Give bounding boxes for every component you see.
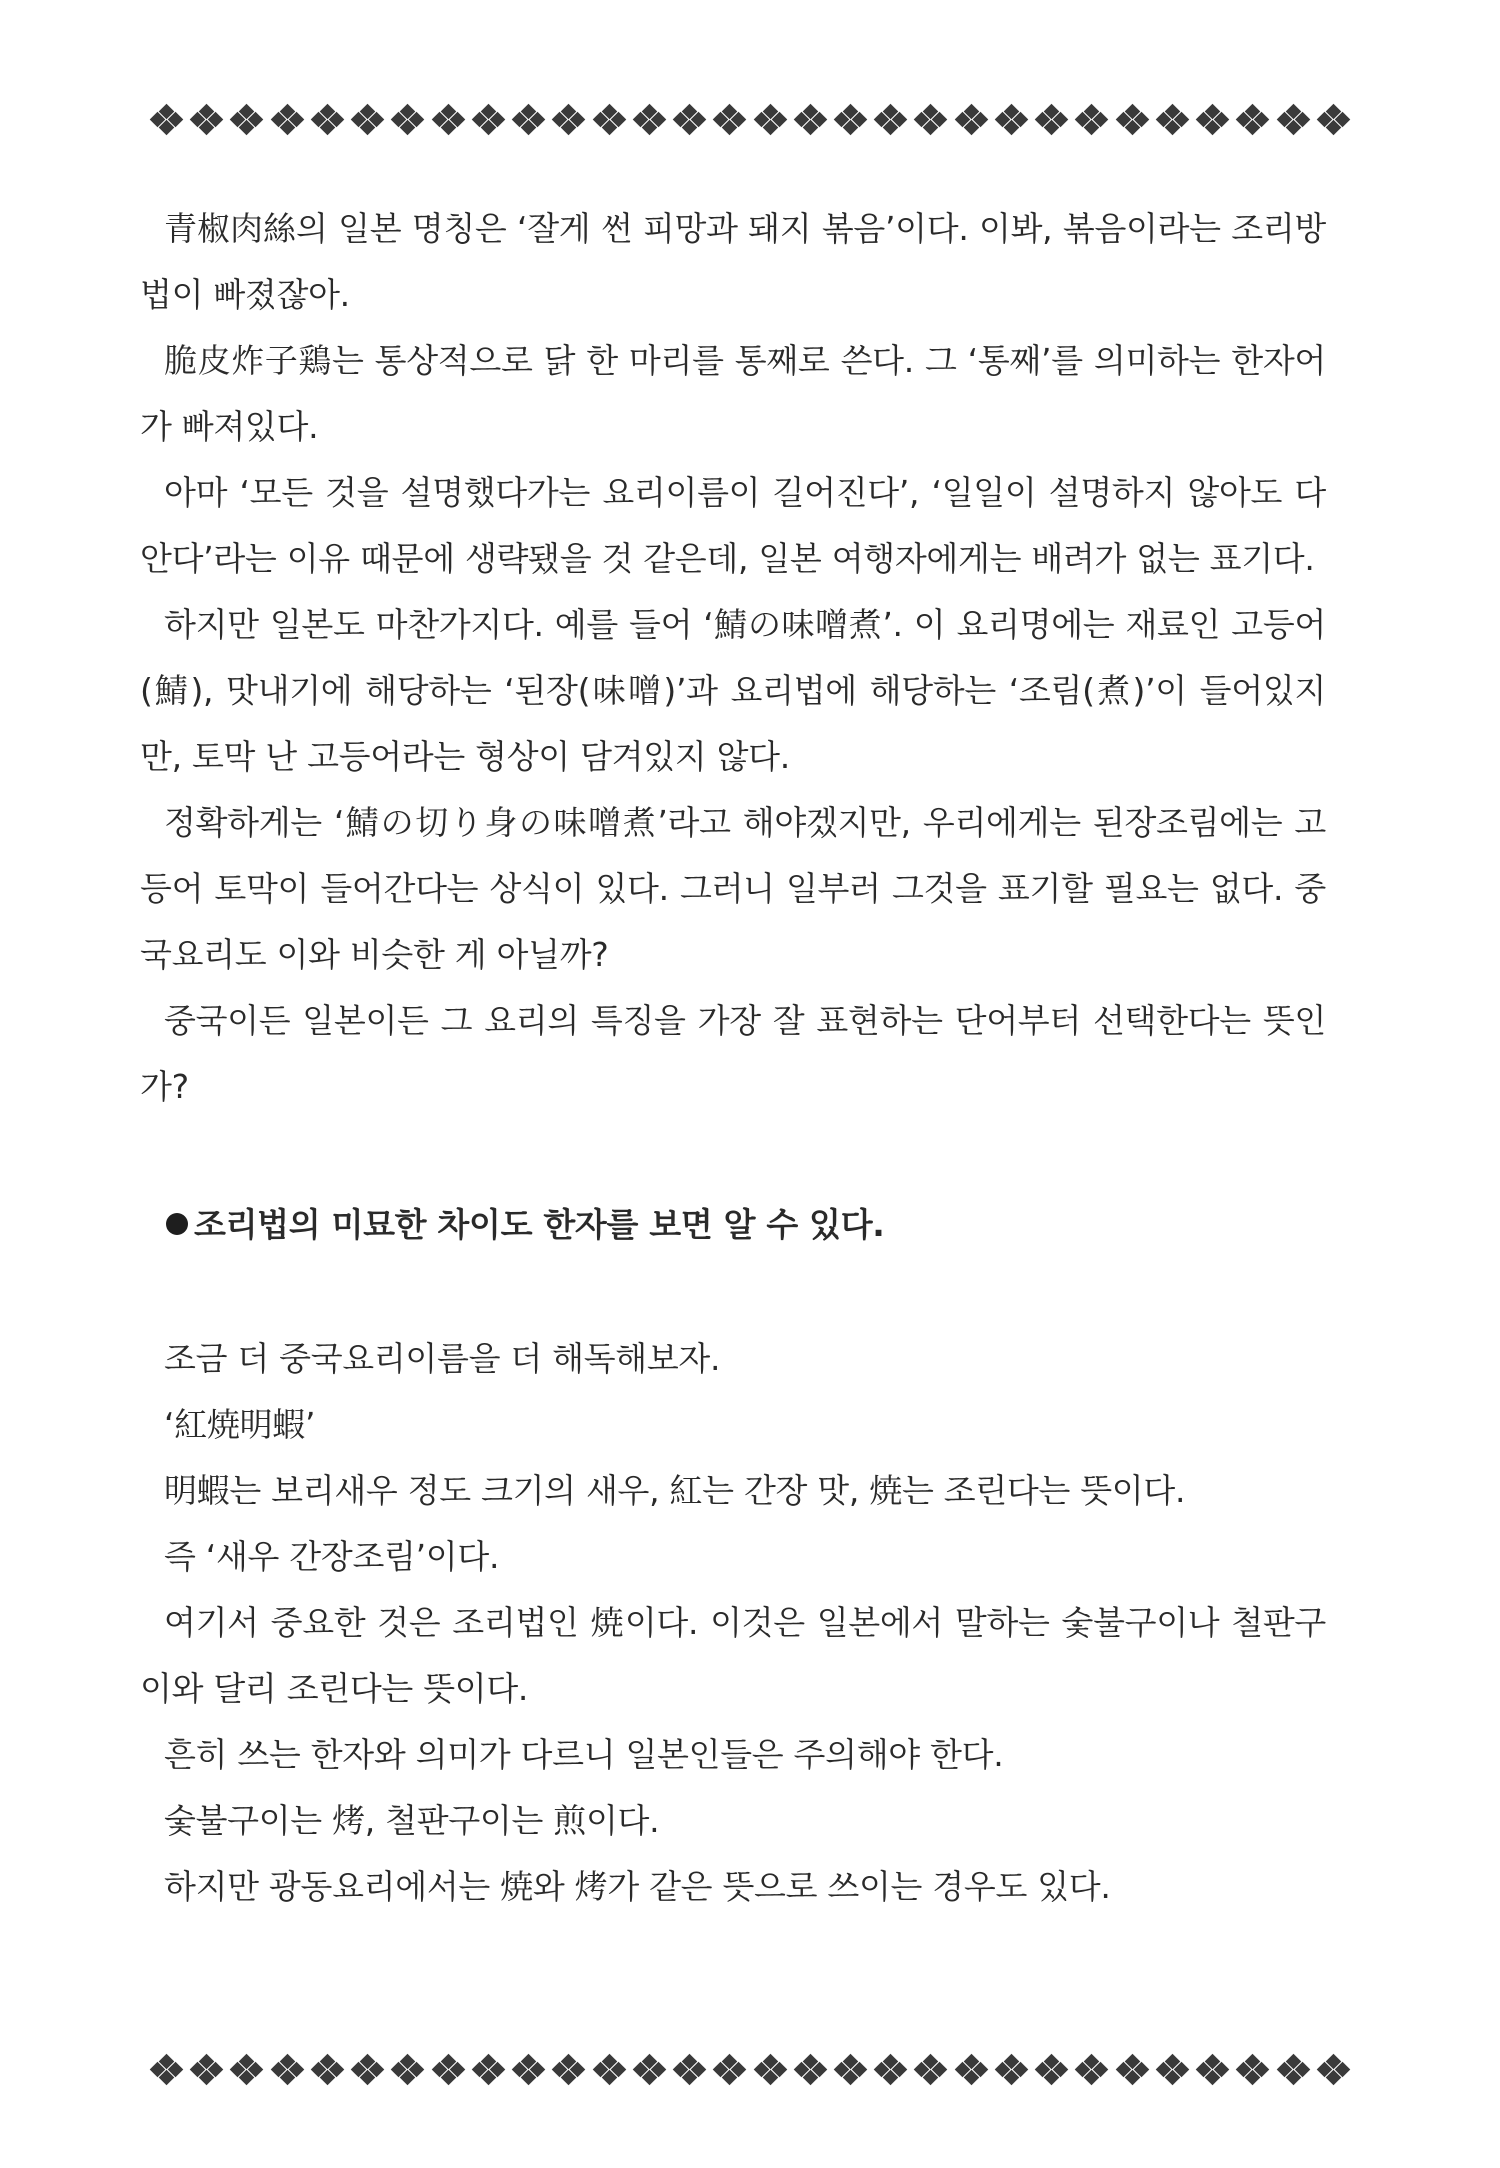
diamond-ornament-icon [1156, 2055, 1189, 2085]
diamond-ornament-icon [1277, 105, 1310, 135]
diamond-ornament-icon [1277, 2055, 1310, 2085]
diamond-ornament-icon [472, 105, 505, 135]
diamond-ornament-icon [552, 105, 585, 135]
paragraph: 하지만 광동요리에서는 焼와 烤가 같은 뜻으로 쓰이는 경우도 있다. [164, 1867, 1111, 1906]
diamond-ornament-icon [1075, 105, 1108, 135]
diamond-ornament-icon [874, 2055, 907, 2085]
diamond-ornament-icon [311, 105, 344, 135]
diamond-ornament-icon [794, 105, 827, 135]
diamond-ornament-icon [834, 2055, 867, 2085]
diamond-ornament-icon [230, 105, 263, 135]
diamond-ornament-icon [834, 105, 867, 135]
diamond-ornament-icon [955, 105, 988, 135]
bottom-ornamental-border [150, 2050, 1350, 2090]
diamond-ornament-icon [552, 2055, 585, 2085]
bullet-icon [166, 1213, 188, 1235]
diamond-ornament-icon [150, 2055, 183, 2085]
diamond-ornament-icon [311, 2055, 344, 2085]
section-heading-text: 조리법의 미묘한 차이도 한자를 보면 알 수 있다. [194, 1205, 885, 1244]
paragraph: 青椒肉絲의 일본 명칭은 ‘잘게 썬 피망과 돼지 볶음’이다. 이봐, 볶음이라는 조리방법이 빠졌잖아. [140, 209, 1326, 314]
diamond-ornament-icon [271, 2055, 304, 2085]
diamond-ornament-icon [1035, 105, 1068, 135]
diamond-ornament-icon [432, 105, 465, 135]
page-body [140, 196, 1326, 1920]
diamond-ornament-icon [150, 105, 183, 135]
diamond-ornament-icon [190, 2055, 223, 2085]
diamond-ornament-icon [914, 105, 947, 135]
paragraph: 脆皮炸子鶏는 통상적으로 닭 한 마리를 통째로 쓴다. 그 ‘통째’를 의미하는 한자어가 빠져있다. [140, 341, 1326, 446]
diamond-ornament-icon [351, 105, 384, 135]
diamond-ornament-icon [1035, 2055, 1068, 2085]
diamond-ornament-icon [1317, 2055, 1350, 2085]
diamond-ornament-icon [633, 105, 666, 135]
diamond-ornament-icon [1116, 2055, 1149, 2085]
paragraph: 중국이든 일본이든 그 요리의 특징을 가장 잘 표현하는 단어부터 선택한다는 뜻인가? [140, 1001, 1326, 1106]
diamond-ornament-icon [754, 2055, 787, 2085]
paragraph: 정확하게는 ‘鯖の切り身の味噌煮’라고 해야겠지만, 우리에게는 된장조림에는 고등어 토막이 들어간다는 상식이 있다. 그러니 일부러 그것을 표기할 필요는 없다. 중국요리도 이와 비슷한 게 아닐까? [140, 803, 1326, 974]
diamond-ornament-icon [1196, 105, 1229, 135]
diamond-ornament-icon [391, 2055, 424, 2085]
diamond-ornament-icon [874, 105, 907, 135]
diamond-ornament-icon [673, 2055, 706, 2085]
diamond-ornament-icon [593, 105, 626, 135]
diamond-ornament-icon [271, 105, 304, 135]
top-ornamental-border [150, 100, 1350, 140]
diamond-ornament-icon [995, 105, 1028, 135]
diamond-ornament-icon [633, 2055, 666, 2085]
diamond-ornament-icon [673, 105, 706, 135]
diamond-ornament-icon [512, 105, 545, 135]
paragraph: 여기서 중요한 것은 조리법인 焼이다. 이것은 일본에서 말하는 숯불구이나 철판구이와 달리 조린다는 뜻이다. [140, 1603, 1326, 1708]
diamond-ornament-icon [754, 105, 787, 135]
diamond-ornament-icon [1196, 2055, 1229, 2085]
diamond-ornament-icon [593, 2055, 626, 2085]
paragraph: 아마 ‘모든 것을 설명했다가는 요리이름이 길어진다’, ‘일일이 설명하지 않아도 다 안다’라는 이유 때문에 생략됐을 것 같은데, 일본 여행자에게는 배려가 없는 표기다. [140, 473, 1326, 578]
diamond-ornament-icon [794, 2055, 827, 2085]
diamond-ornament-icon [1156, 105, 1189, 135]
paragraph: 흔히 쓰는 한자와 의미가 다르니 일본인들은 주의해야 한다. [164, 1735, 1004, 1774]
diamond-ornament-icon [351, 2055, 384, 2085]
diamond-ornament-icon [230, 2055, 263, 2085]
diamond-ornament-icon [955, 2055, 988, 2085]
diamond-ornament-icon [1236, 105, 1269, 135]
diamond-ornament-icon [1317, 105, 1350, 135]
diamond-ornament-icon [713, 105, 746, 135]
diamond-ornament-icon [713, 2055, 746, 2085]
diamond-ornament-icon [1075, 2055, 1108, 2085]
paragraph: 조금 더 중국요리이름을 더 해독해보자. [164, 1339, 721, 1378]
paragraph: 숯불구이는 烤, 철판구이는 煎이다. [164, 1801, 660, 1840]
diamond-ornament-icon [432, 2055, 465, 2085]
diamond-ornament-icon [995, 2055, 1028, 2085]
section-heading [140, 1192, 1326, 1258]
diamond-ornament-icon [190, 105, 223, 135]
diamond-ornament-icon [512, 2055, 545, 2085]
paragraph: ‘紅焼明蝦’ [164, 1405, 316, 1444]
diamond-ornament-icon [1116, 105, 1149, 135]
diamond-ornament-icon [472, 2055, 505, 2085]
paragraph: 하지만 일본도 마찬가지다. 예를 들어 ‘鯖の味噌煮’. 이 요리명에는 재료인 고등어(鯖), 맛내기에 해당하는 ‘된장(味噌)’과 요리법에 해당하는 ‘조림(煮)’이 들어있지만, 토막 난 고등어라는 형상이 담겨있지 않다. [140, 605, 1326, 776]
diamond-ornament-icon [1236, 2055, 1269, 2085]
paragraph: 즉 ‘새우 간장조림’이다. [164, 1537, 500, 1576]
diamond-ornament-icon [914, 2055, 947, 2085]
paragraph: 明蝦는 보리새우 정도 크기의 새우, 紅는 간장 맛, 焼는 조린다는 뜻이다. [164, 1471, 1186, 1510]
diamond-ornament-icon [391, 105, 424, 135]
